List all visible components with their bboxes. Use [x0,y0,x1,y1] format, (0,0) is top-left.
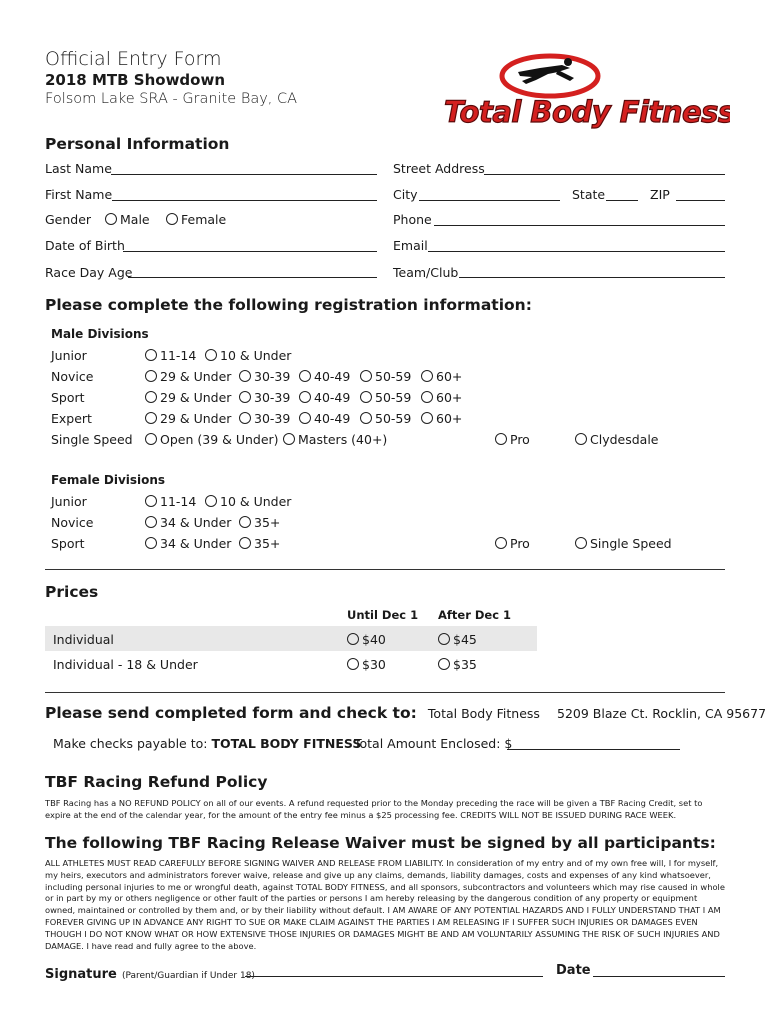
option-label: 10 & Under [220,348,292,363]
radio-icon [438,633,450,645]
male-row-label: Sport [51,390,85,405]
male-divisions-heading: Male Divisions [51,327,149,341]
female-division-option[interactable] [495,536,530,551]
option-label: $45 [453,632,477,647]
radio-icon [360,370,372,382]
option-label: $40 [362,632,386,647]
dob-field[interactable] [123,251,377,252]
option-label: 40-49 [314,390,351,405]
female-label: Female [181,212,227,227]
male-division-option[interactable] [239,369,290,384]
waiver-text: ALL ATHLETES MUST READ CAREFULLY BEFORE SIGNING WAIVER AND RELEASE FROM LIABILITY. In consideration of my entry and of my own free will, I for myself, my heirs, executors and administrators forever waive, release and give up any claims, demands, liability damages, costs and expenses of any kind whatsoever, including personal injuries to me or wrongful death, against TOTAL BODY FITNESS, and all sponsors, subcontractors and volunteers which may rise caused in whole or in part by my or others negligence or other fault of the parties or persons I am hereby releasing by the dangerous condition of any property or equipment owned, maintained or controlled by them and, or by their liability without default. I AM AWARE OF ANY POTENTIAL HAZARDS AND I FULLY UNDERSTAND THAT I AM FOREVER GIVING UP IN ADVANCE ANY RIGHT TO SUE OR MAKE CLAIM AGAINST THE PARTIES I AM RELEASING IF I SUFFER SUCH INJURIES OR DAMAGES EVEN THOUGH I DO NOT KNOW WHAT OR HOW EXTENSIVE THOSE INJURIES OR DAMAGES MIGHT BE AND AM VOLUNTARILY ASSUMING THE RISK OF SUCH INJURIES AND DAMAGE. I have read and fully agree to the above. [45,858,725,951]
option-label: 30-39 [254,390,291,405]
refund-text: TBF Racing has a NO REFUND POLICY on all of our events. A refund requested prior to the Monday preceding the race will be given a TBF Racing Credit, set to expire at the end of the calendar year, for the amount of the entry fee minus a $25 processing fee. CREDITS WILL NOT BE ISSUED DURING RACE WEEK. [45,798,703,820]
refund-heading: TBF Racing Refund Policy [45,773,268,791]
race-day-age-label: Race Day Age [45,265,133,280]
city-field[interactable] [419,200,560,201]
option-label: Single Speed [590,536,672,551]
option-label: 60+ [436,369,463,384]
male-division-option[interactable] [495,432,530,447]
form-title: Official Entry Form [45,48,222,70]
radio-icon [360,412,372,424]
option-label: Masters (40+) [298,432,388,447]
option-label: 35+ [254,536,281,551]
radio-icon [421,370,433,382]
event-name: 2018 MTB Showdown [45,71,226,89]
state-label: State [572,187,606,202]
radio-icon [145,495,157,507]
send-address: 5209 Blaze Ct. Rocklin, CA 95677 [557,706,767,721]
radio-icon [145,537,157,549]
option-label: 29 & Under [160,369,232,384]
radio-icon [575,433,587,445]
send-heading: Please send completed form and check to: [45,704,417,722]
send-to-block [45,703,766,722]
radio-icon [205,349,217,361]
last-name-field[interactable] [111,174,377,175]
payable-to: TOTAL BODY FITNESS [211,736,362,751]
option-label: 50-59 [375,369,412,384]
male-division-option[interactable] [575,432,659,447]
street-label: Street Address [393,161,485,176]
radio-icon [145,412,157,424]
male-division-option[interactable] [205,348,291,363]
radio-icon [166,213,178,225]
radio-icon [239,516,251,528]
gender-male-radio[interactable] [105,212,150,227]
date-label: Date [556,963,591,978]
radio-icon [438,658,450,670]
radio-icon [145,349,157,361]
date-field[interactable] [593,976,725,977]
radio-icon [239,391,251,403]
personal-info-heading: Personal Information [45,135,230,153]
street-field[interactable] [484,174,725,175]
male-division-option[interactable] [299,369,350,384]
male-row-label: Novice [51,369,94,384]
price-option-after[interactable] [438,632,477,647]
radio-icon [239,537,251,549]
divider [45,692,725,693]
female-division-option[interactable] [575,536,672,551]
email-field[interactable] [428,251,725,252]
price-col-after: After Dec 1 [438,608,512,622]
price-row-label: Individual [53,632,114,647]
option-label: 50-59 [375,390,412,405]
male-division-option[interactable] [145,411,231,426]
option-label: Clydesdale [590,432,659,447]
waiver-heading: The following TBF Racing Release Waiver must be signed by all participants: [45,834,716,852]
first-name-field[interactable] [112,200,377,201]
option-label: 29 & Under [160,411,232,426]
female-divisions-heading: Female Divisions [51,473,166,487]
female-division-option[interactable] [145,494,196,509]
radio-icon [145,516,157,528]
male-division-option[interactable] [360,390,411,405]
male-row-label: Single Speed [51,432,133,447]
option-label: 29 & Under [160,390,232,405]
radio-icon [421,391,433,403]
price-col-until: Until Dec 1 [347,608,419,622]
event-location: Folsom Lake SRA - Granite Bay, CA [45,91,298,107]
radio-icon [495,433,507,445]
prices-heading: Prices [45,583,99,601]
race-day-age-field[interactable] [128,277,377,278]
radio-icon [299,391,311,403]
option-label: 30-39 [254,369,291,384]
male-division-option[interactable] [145,348,196,363]
total-amount-field[interactable] [507,749,680,750]
option-label: 40-49 [314,369,351,384]
payable-line [53,736,361,751]
option-label: 11-14 [160,494,197,509]
male-division-option[interactable] [145,369,231,384]
zip-field[interactable] [676,200,725,201]
male-division-option[interactable] [299,411,350,426]
female-row-label: Junior [51,494,87,509]
radio-icon [145,370,157,382]
dob-label: Date of Birth [45,238,125,253]
male-row-label: Junior [51,348,87,363]
male-division-option[interactable] [145,432,279,447]
send-org: Total Body Fitness [427,706,540,721]
option-label: 10 & Under [220,494,292,509]
divider [45,569,725,570]
male-division-option[interactable] [421,411,462,426]
male-label: Male [120,212,150,227]
male-division-option[interactable] [239,411,290,426]
option-label: Pro [510,536,530,551]
state-field[interactable] [606,200,638,201]
option-label: Open (39 & Under) [160,432,279,447]
signature-label: Signature [45,967,117,982]
male-division-option[interactable] [145,390,231,405]
radio-icon [205,495,217,507]
male-division-option[interactable] [360,411,411,426]
team-label: Team/Club [393,265,459,280]
female-division-option[interactable] [205,494,291,509]
option-label: 35+ [254,515,281,530]
price-option-after[interactable] [438,657,477,672]
radio-icon [347,658,359,670]
female-row-label: Novice [51,515,94,530]
female-division-option[interactable] [145,515,231,530]
phone-label: Phone [393,212,432,227]
radio-icon [575,537,587,549]
option-label: 30-39 [254,411,291,426]
female-division-option[interactable] [239,536,280,551]
total-label: Total Amount Enclosed: $ [354,736,513,751]
radio-icon [239,412,251,424]
radio-icon [105,213,117,225]
radio-icon [299,370,311,382]
radio-icon [495,537,507,549]
option-label: 50-59 [375,411,412,426]
radio-icon [421,412,433,424]
male-division-option[interactable] [299,390,350,405]
option-label: 60+ [436,411,463,426]
gender-female-radio[interactable] [166,212,226,227]
city-label: City [393,187,418,202]
radio-icon [299,412,311,424]
option-label: 11-14 [160,348,197,363]
female-division-option[interactable] [145,536,231,551]
option-label: 60+ [436,390,463,405]
radio-icon [239,370,251,382]
male-division-option[interactable] [421,390,462,405]
male-row-label: Expert [51,411,92,426]
male-division-option[interactable] [421,369,462,384]
price-option-until[interactable] [347,657,386,672]
option-label: 34 & Under [160,536,232,551]
price-row-label: Individual - 18 & Under [53,657,198,672]
phone-field[interactable] [434,225,725,226]
option-label: 40-49 [314,411,351,426]
female-row-label: Sport [51,536,85,551]
svg-text:Total Body Fitness: Total Body Fitness [444,95,730,129]
signature-label-block [45,963,255,982]
price-option-until[interactable] [347,632,386,647]
option-label: 34 & Under [160,515,232,530]
radio-icon [283,433,295,445]
team-field[interactable] [459,277,725,278]
gender-label: Gender [45,212,92,227]
option-label: $30 [362,657,386,672]
email-label: Email [393,238,428,253]
female-division-option[interactable] [239,515,280,530]
zip-label: ZIP [650,187,670,202]
radio-icon [347,633,359,645]
male-division-option[interactable] [239,390,290,405]
radio-icon [145,391,157,403]
total-body-fitness-logo [440,50,730,130]
signature-note: (Parent/Guardian if Under 18) [121,971,255,981]
option-label: Pro [510,432,530,447]
radio-icon [145,433,157,445]
payable-prefix: Make checks payable to: [53,736,208,751]
option-label: $35 [453,657,477,672]
last-name-label: Last Name [45,161,112,176]
male-division-option[interactable] [360,369,411,384]
logo-mark [440,50,730,130]
first-name-label: First Name [45,187,113,202]
signature-field[interactable] [245,976,543,977]
radio-icon [360,391,372,403]
male-division-option[interactable] [283,432,387,447]
registration-heading: Please complete the following registration information: [45,296,532,314]
